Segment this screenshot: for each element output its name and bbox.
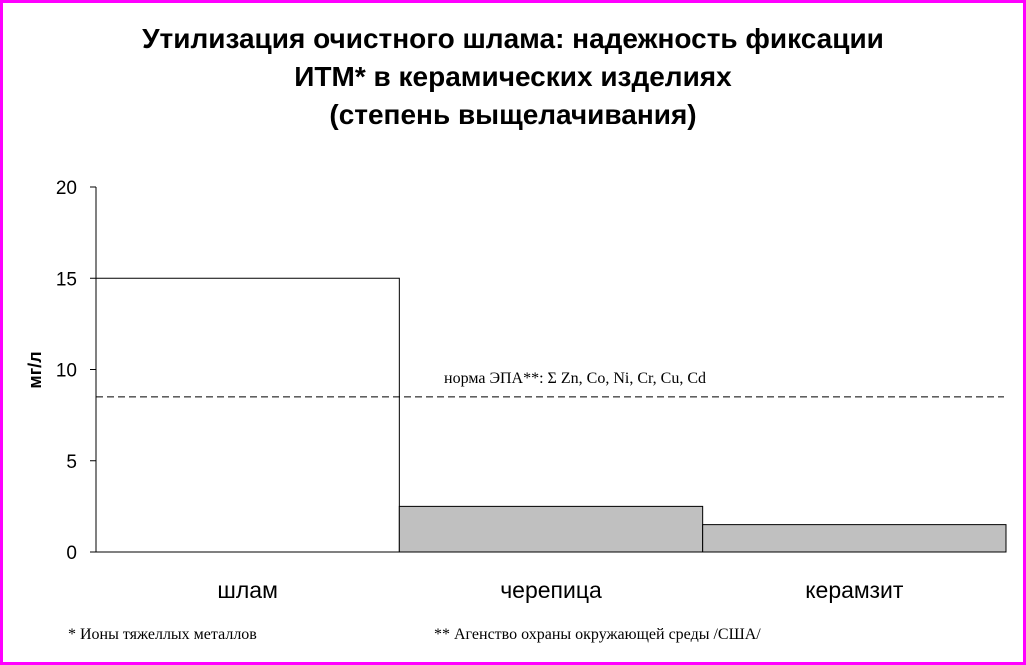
footnote-heavy-metals: * Ионы тяжеллых металлов xyxy=(68,626,257,643)
y-tick-label: 5 xyxy=(66,451,77,473)
y-tick-label: 20 xyxy=(55,178,77,199)
x-category-label: черепица xyxy=(500,577,602,603)
chart-title-line-3: (степень выщелачивания) xyxy=(329,99,697,130)
bar-2 xyxy=(703,525,1006,552)
y-tick-label: 10 xyxy=(55,360,77,382)
chart-title-line-1: Утилизация очистного шлама: надежность фиксации xyxy=(142,23,884,54)
epa-norm-label: норма ЭПА**: Σ Zn, Co, Ni, Cr, Cu, Cd xyxy=(444,370,707,387)
x-category-label: керамзит xyxy=(805,577,904,603)
y-tick-label: 15 xyxy=(55,269,77,291)
chart-title-line-2: ИТМ* в керамических изделиях xyxy=(294,61,732,92)
y-axis-label: мг/л xyxy=(25,351,45,389)
bar-1 xyxy=(399,506,702,552)
y-tick-label: 0 xyxy=(66,543,77,564)
footnote-epa: ** Агенство охраны окружающей среды /США/ xyxy=(434,626,761,643)
x-category-label: шлам xyxy=(217,577,278,603)
bar-0 xyxy=(96,278,399,552)
